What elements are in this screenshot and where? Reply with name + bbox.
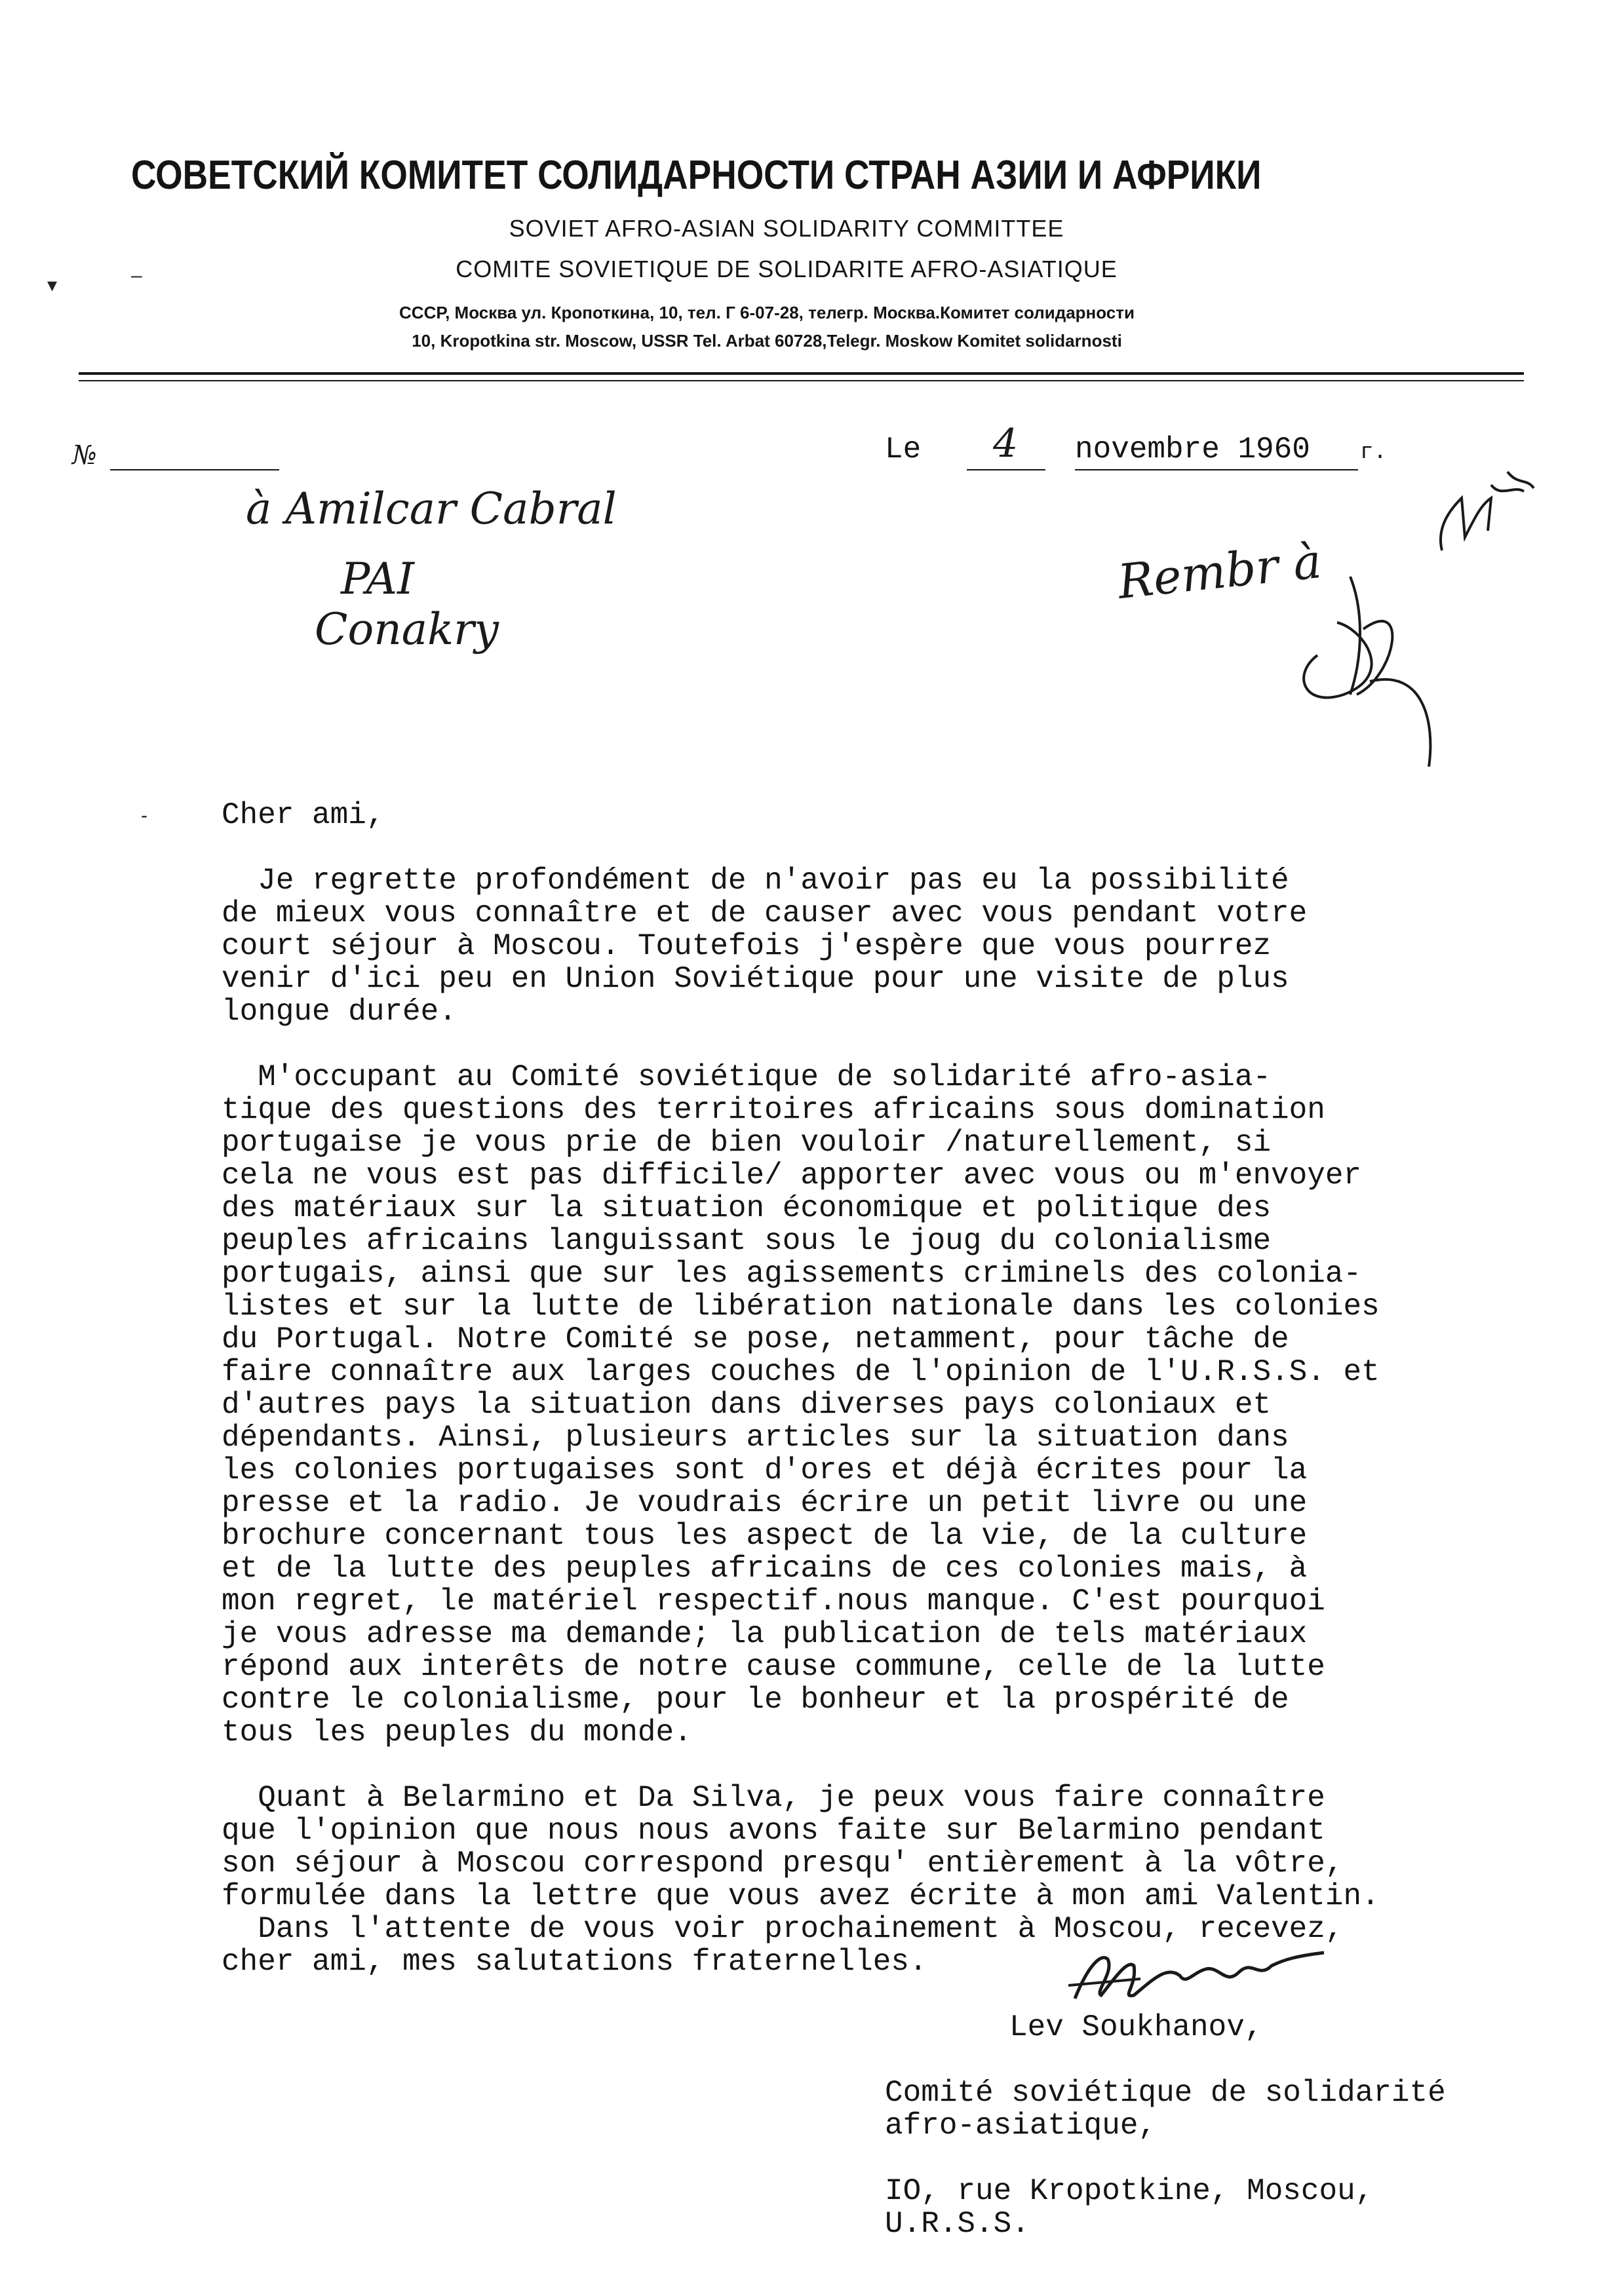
paragraph-line: cher ami, mes salutations fraternelles. [222, 1945, 927, 1979]
reference-number-line [110, 469, 279, 470]
paragraph-line: contre le colonialisme, pour le bonheur et la prospérité de [222, 1683, 1289, 1717]
paragraph-line: je vous adresse ma demande; la publication de tels matériaux [222, 1617, 1308, 1651]
recipient-line1: à Amilcar Cabral [246, 484, 617, 534]
salutation: Cher ami, [222, 798, 385, 832]
paragraph-line: presse et la radio. Je voudrais écrire un petit livre ou une [222, 1486, 1308, 1520]
paragraph-line: du Portugal. Notre Comité se pose, netamment, pour tâche de [222, 1322, 1289, 1356]
paragraph-line: M'occupant au Comité soviétique de solidarité afro-asia- [222, 1060, 1272, 1094]
paragraph-line: faire connaître aux larges couches de l'opinion de l'U.R.S.S. et [222, 1355, 1380, 1389]
letterhead-title-ru: СОВЕТСКИЙ КОМИТЕТ СОЛИДАРНОСТИ СТРАН АЗИИ И АФРИКИ [131, 153, 1262, 198]
stray-mark-dash: - [141, 805, 147, 826]
date-month-year: novembre 1960 [1075, 432, 1310, 467]
paragraph-line: brochure concernant tous les aspect de la vie, de la culture [222, 1519, 1308, 1553]
reference-number-label: № [72, 440, 97, 470]
paragraph-line: dépendants. Ainsi, plusieurs articles sur la situation dans [222, 1421, 1289, 1455]
paragraph-line: portugaise je vous prie de bien vouloir /naturellement, si [222, 1126, 1272, 1160]
paragraph-line: Dans l'attente de vous voir prochainement à Moscou, recevez, [222, 1912, 1344, 1946]
paragraph-line: formulée dans la lettre que vous avez écrite à mon ami Valentin. [222, 1879, 1380, 1913]
date-prefix: Le [885, 432, 922, 467]
date-suffix: г. [1360, 440, 1387, 465]
signature-name: Lev Soukhanov, [1009, 2010, 1263, 2044]
paragraph-line: de mieux vous connaître et de causer avec vous pendant votre [222, 896, 1308, 930]
letterhead-title-fr: COMITE SOVIETIQUE DE SOLIDARITE AFRO-ASIATIQUE [456, 256, 1118, 282]
paragraph-line: tique des questions des territoires africains sous domination [222, 1093, 1325, 1127]
handwritten-annotation: Rembr à [1115, 533, 1324, 610]
letterhead-rule-thin [79, 380, 1524, 381]
letterhead-address-ru: СССР, Москва ул. Кропоткина, 10, тел. Г 6-07-28, телегр. Москва.Комитет солидарности [399, 303, 1135, 322]
paragraph-line: les colonies portugaises sont d'ores et déjà écrites pour la [222, 1453, 1308, 1487]
paragraph-line: venir d'ici peu en Union Soviétique pour une visite de plus [222, 962, 1289, 996]
paragraph-line: que l'opinion que nous nous avons faite sur Belarmino pendant [222, 1814, 1325, 1848]
signature-address-line2: U.R.S.S. [885, 2207, 1030, 2241]
handwritten-initials-scribble [1265, 459, 1566, 799]
letterhead-address-en: 10, Kropotkina str. Moscow, USSR Tel. Arbat 60728,Telegr. Moskow Komitet solidarnosti [412, 331, 1122, 351]
paragraph-line: tous les peuples du monde. [222, 1715, 692, 1750]
signature-org-line2: afro-asiatique, [885, 2109, 1157, 2143]
recipient-line2: PAI [341, 554, 415, 604]
signature-address-line1: IO, rue Kropotkine, Moscou, [885, 2174, 1374, 2208]
paragraph-line: longue durée. [222, 995, 457, 1029]
letterhead-rule-thick [79, 372, 1524, 375]
paragraph-line: Je regrette profondément de n'avoir pas eu la possibilité [222, 864, 1289, 898]
recipient-line3: Conakry [315, 604, 499, 655]
paragraph-line: peuples africains languissant sous le joug du colonialisme [222, 1224, 1272, 1258]
paragraph-line: portugais, ainsi que sur les agissements criminels des colonia- [222, 1257, 1362, 1291]
paragraph-line: son séjour à Moscou correspond presqu' entièrement à la vôtre, [222, 1846, 1344, 1881]
date-day-underline [967, 469, 1045, 470]
handwritten-signature [1062, 1940, 1337, 2018]
paragraph-line: et de la lutte des peuples africains de ces colonies mais, à [222, 1552, 1308, 1586]
paragraph-line: mon regret, le matériel respectif.nous manque. C'est pourquoi [222, 1584, 1325, 1618]
paragraph-line: d'autres pays la situation dans diverses pays coloniaux et [222, 1388, 1272, 1422]
signature-org-line1: Comité soviétique de solidarité [885, 2076, 1446, 2110]
paragraph-line: listes et sur la lutte de libération nationale dans les colonies [222, 1290, 1380, 1324]
paragraph-line: Quant à Belarmino et Da Silva, je peux vous faire connaître [222, 1781, 1325, 1815]
letterhead-title-en: SOVIET AFRO-ASIAN SOLIDARITY COMMITTEE [509, 215, 1064, 242]
paragraph-line: répond aux interêts de notre cause commune, celle de la lutte [222, 1650, 1325, 1684]
stray-mark-dash: – [131, 265, 142, 286]
paragraph-line: des matériaux sur la situation économique et politique des [222, 1191, 1272, 1225]
stray-mark-dot: ▾ [47, 275, 58, 296]
paragraph-line: court séjour à Moscou. Toutefois j'espère que vous pourrez [222, 929, 1272, 963]
date-day: 4 [993, 421, 1019, 467]
paragraph-line: cela ne vous est pas difficile/ apporter avec vous ou m'envoyer [222, 1158, 1362, 1193]
